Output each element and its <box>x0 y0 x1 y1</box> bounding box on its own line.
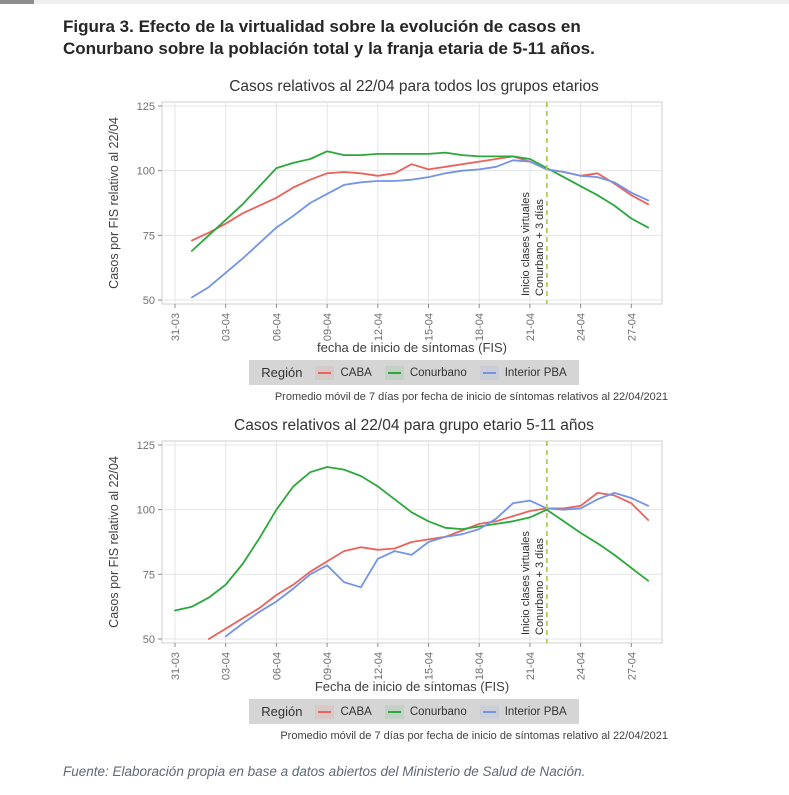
legend-title: Región <box>261 365 303 380</box>
vline-annotation: Conurbano + 3 días <box>533 199 546 296</box>
vline-annotation: Inicio clases virtuales <box>519 192 532 296</box>
x-tick-label: 12-04 <box>372 313 385 342</box>
x-tick-label: 24-04 <box>575 652 588 681</box>
vline-annotation: Inicio clases virtuales <box>519 531 532 635</box>
x-axis-label: fecha de inicio de síntomas (FIS) <box>316 340 508 355</box>
x-tick-label: 03-04 <box>220 652 233 681</box>
x-tick-label: 18-04 <box>474 652 487 681</box>
y-tick-label: 75 <box>142 230 155 243</box>
x-tick-label: 31-03 <box>170 313 182 342</box>
chart-todos-los-grupos <box>104 76 724 403</box>
chart-grupo-5-11 <box>104 415 724 742</box>
legend-key-conurbano-icon <box>385 366 404 380</box>
x-tick-label: 09-04 <box>322 652 335 681</box>
figure-title <box>63 16 729 60</box>
vline-annotation: Conurbano + 3 días <box>533 538 546 635</box>
chart-title: Casos relativos al 22/04 para grupo etario 5-11 años <box>234 417 594 434</box>
x-tick-label: 21-04 <box>524 652 537 681</box>
x-axis-label: Fecha de inicio de síntomas (FIS) <box>314 679 510 694</box>
y-tick-label: 75 <box>142 569 155 582</box>
figure-title-line1: Figura 3. Efecto de la virtualidad sobre la evolución de casos en <box>63 17 581 36</box>
legend-item-interior-pba: Interior PBA <box>480 705 567 719</box>
legend-item-caba: CABA <box>315 366 371 380</box>
legend-key-caba-icon <box>315 705 334 719</box>
x-tick-label: 15-04 <box>423 313 436 342</box>
source-note: Fuente: Elaboración propia en base a datos abiertos del Ministerio de Salud de Nación. <box>63 764 586 779</box>
y-tick-label: 50 <box>142 295 155 307</box>
x-tick-label: 27-04 <box>626 313 639 342</box>
chart-caption: Promedio móvil de 7 días por fecha de inicio de síntomas relativos al 22/04/2021 <box>274 391 668 403</box>
figure-title-line2: Conurbano sobre la población total y la franja etaria de 5-11 años. <box>63 39 595 58</box>
y-tick-label: 100 <box>136 165 155 178</box>
x-tick-label: 21-04 <box>524 313 537 342</box>
x-tick-label: 12-04 <box>372 652 385 681</box>
x-tick-label: 03-04 <box>220 313 233 342</box>
x-tick-label: 15-04 <box>423 652 436 681</box>
legend-key-caba-icon <box>315 366 334 380</box>
x-tick-label: 18-04 <box>474 313 487 342</box>
x-tick-label: 09-04 <box>322 313 335 342</box>
legend-key-conurbano-icon <box>385 705 404 719</box>
line-chart-canvas <box>104 98 724 356</box>
chart-caption: Promedio móvil de 7 días por fecha de inicio de síntomas relativo al 22/04/2021 <box>280 730 668 742</box>
y-tick-label: 100 <box>136 504 155 517</box>
legend-item-caba: CABA <box>315 705 371 719</box>
y-axis-label: Casos por FIS relativo al 22/04 <box>107 456 121 628</box>
y-tick-label: 50 <box>142 634 155 646</box>
y-tick-label: 125 <box>136 101 155 113</box>
y-axis-label: Casos por FIS relativo al 22/04 <box>107 117 121 289</box>
legend-item-interior-pba: Interior PBA <box>480 366 567 380</box>
page-top-edge <box>0 0 789 4</box>
legend <box>249 360 578 385</box>
legend-title: Región <box>261 704 303 719</box>
chart-title: Casos relativos al 22/04 para todos los grupos etarios <box>229 78 599 95</box>
x-tick-label: 27-04 <box>626 652 639 681</box>
x-tick-label: 24-04 <box>575 313 588 342</box>
page-top-edge-dark-segment <box>0 0 34 4</box>
x-tick-label: 06-04 <box>271 652 284 681</box>
legend-key-interior-pba-icon <box>480 705 499 719</box>
x-tick-label: 06-04 <box>271 313 284 342</box>
legend-key-interior-pba-icon <box>480 366 499 380</box>
plot-panel <box>162 102 662 304</box>
legend <box>249 699 578 724</box>
y-tick-label: 125 <box>136 440 155 452</box>
line-chart-canvas <box>104 437 724 695</box>
legend-item-conurbano: Conurbano <box>385 366 467 380</box>
x-tick-label: 31-03 <box>170 652 182 681</box>
legend-item-conurbano: Conurbano <box>385 705 467 719</box>
